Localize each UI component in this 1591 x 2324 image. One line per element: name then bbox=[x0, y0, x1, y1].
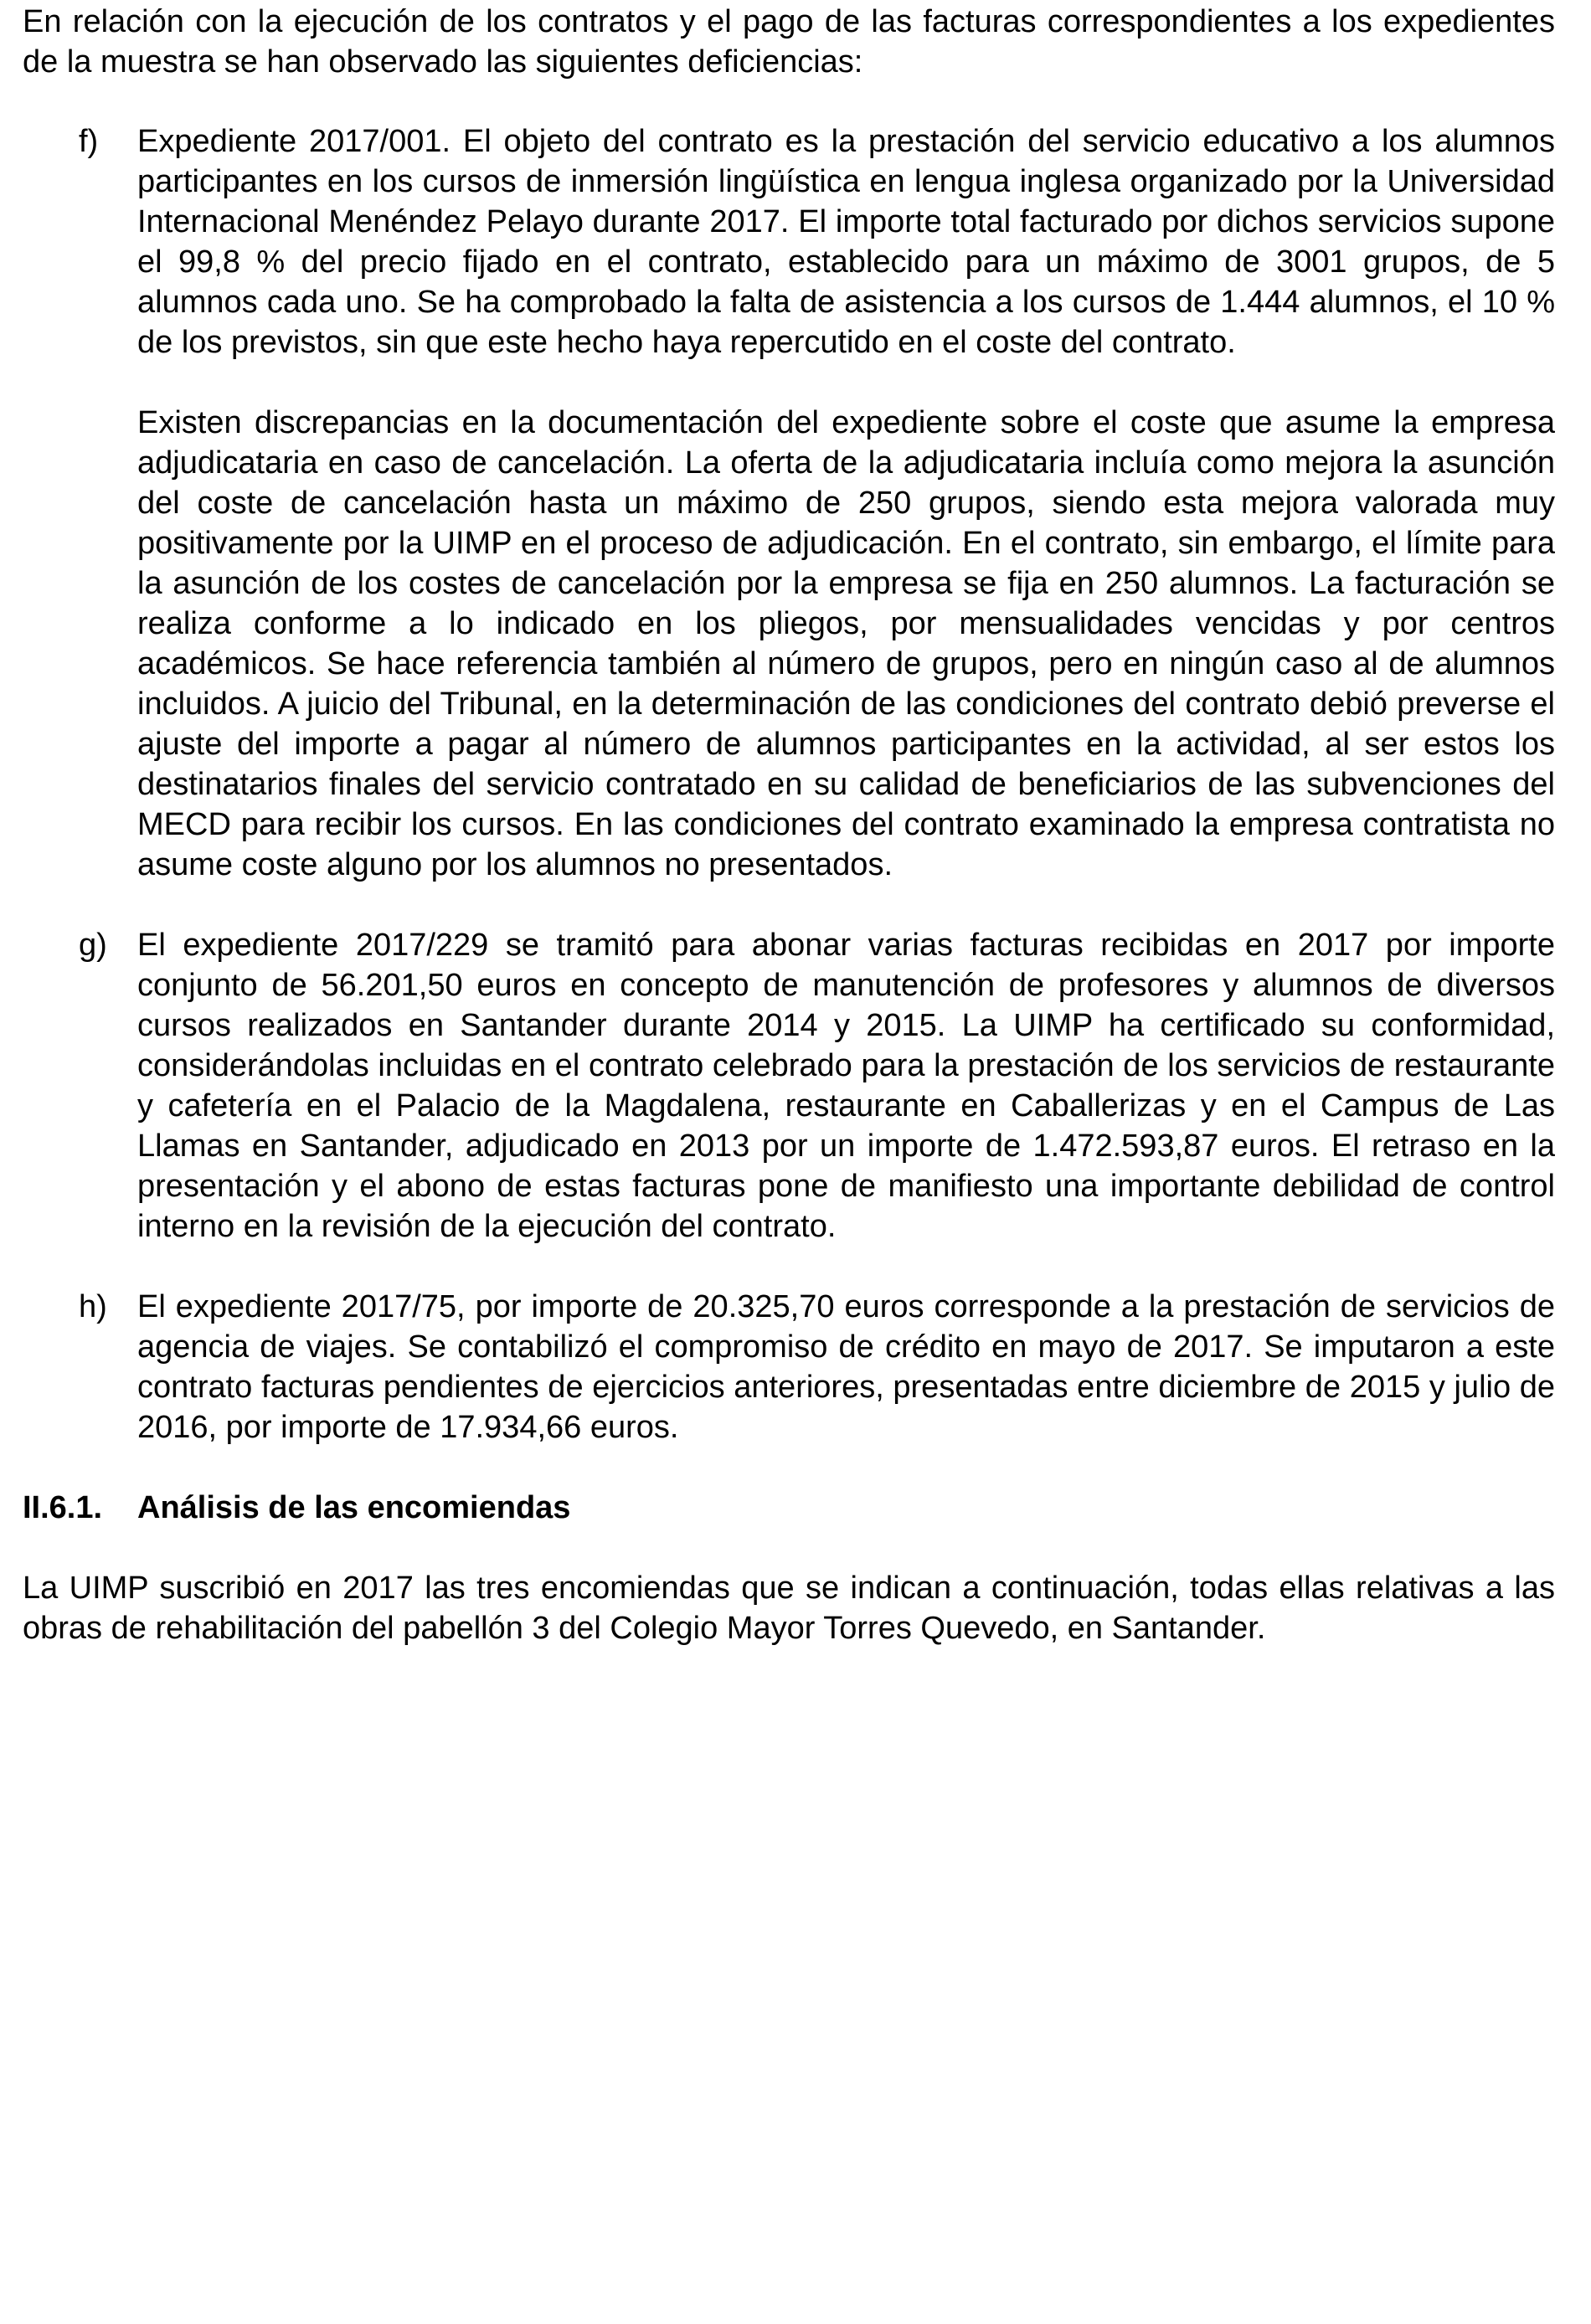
section-heading bbox=[23, 1488, 1555, 1528]
section-title: Análisis de las encomiendas bbox=[137, 1490, 571, 1525]
intro-paragraph: En relación con la ejecución de los contratos y el pago de las facturas correspondientes a los expedientes de la muestra se han observado las siguientes deficiencias: bbox=[23, 4, 1555, 80]
section-number: II.6.1. bbox=[23, 1490, 103, 1525]
list-marker: f) bbox=[79, 124, 99, 159]
item-h-paragraph: El expediente 2017/75, por importe de 20.325,70 euros corresponde a la prestación de servicios de agencia de viajes. Se contabilizó el compromiso de crédito en mayo de 2017. Se imputaron a este contrato facturas pendientes de ejercicios anteriores, presentadas entre diciembre de 2015 y julio de 2016, por importe de 17.934,66 euros. bbox=[137, 1289, 1555, 1445]
list-item-g bbox=[23, 925, 1555, 1247]
list-marker: g) bbox=[79, 928, 107, 963]
list-item-f bbox=[23, 121, 1555, 362]
closing-paragraph: La UIMP suscribió en 2017 las tres encomiendas que se indican a continuación, todas ellas relativas a las obras de rehabilitación del pabellón 3 del Colegio Mayor Torres Quevedo, en Santander. bbox=[23, 1571, 1555, 1646]
list-marker: h) bbox=[79, 1289, 107, 1324]
document-page bbox=[23, 0, 1555, 1648]
item-g-paragraph: El expediente 2017/229 se tramitó para abonar varias facturas recibidas en 2017 por importe conjunto de 56.201,50 euros en concepto de manutención de profesores y alumnos de diversos cursos realizados en Santander durante 2014 y 2015. La UIMP ha certificado su conformidad, considerándolas incluidas en el contrato celebrado para la prestación de los servicios de restaurante y cafetería en el Palacio de la Magdalena, restaurante en Caballerizas y en el Campus de Las Llamas en Santander, adjudicado en 2013 por un importe de 1.472.593,87 euros. El retraso en la presentación y el abono de estas facturas pone de manifiesto una importante debilidad de control interno en la revisión de la ejecución del contrato. bbox=[137, 928, 1555, 1244]
list-item-h bbox=[23, 1287, 1555, 1447]
item-f-paragraph-1: Expediente 2017/001. El objeto del contrato es la prestación del servicio educativo a los alumnos participantes en los cursos de inmersión lingüística en lengua inglesa organizado por la Universidad Internacional Menéndez Pelayo durante 2017. El importe total facturado por dichos servicios supone el 99,8 % del precio fijado en el contrato, establecido para un máximo de 3001 grupos, de 5 alumnos cada uno. Se ha comprobado la falta de asistencia a los cursos de 1.444 alumnos, el 10 % de los previstos, sin que este hecho haya repercutido en el coste del contrato. bbox=[137, 124, 1555, 360]
item-f-paragraph-2: Existen discrepancias en la documentación del expediente sobre el coste que asume la empresa adjudicataria en caso de cancelación. La oferta de la adjudicataria incluía como mejora la asunción del coste de cancelación hasta un máximo de 250 grupos, siendo esta mejora valorada muy positivamente por la UIMP en el proceso de adjudicación. En el contrato, sin embargo, el límite para la asunción de los costes de cancelación por la empresa se fija en 250 alumnos. La facturación se realiza conforme a lo indicado en los pliegos, por mensualidades vencidas y por centros académicos. Se hace referencia también al número de grupos, pero en ningún caso al de alumnos incluidos. A juicio del Tribunal, en la determinación de las condiciones del contrato debió preverse el ajuste del importe a pagar al número de alumnos participantes en la actividad, al ser estos los destinatarios finales del servicio contratado en su calidad de beneficiarios de las subvenciones del MECD para recibir los cursos. En las condiciones del contrato examinado la empresa contratista no asume coste alguno por los alumnos no presentados. bbox=[137, 405, 1555, 882]
